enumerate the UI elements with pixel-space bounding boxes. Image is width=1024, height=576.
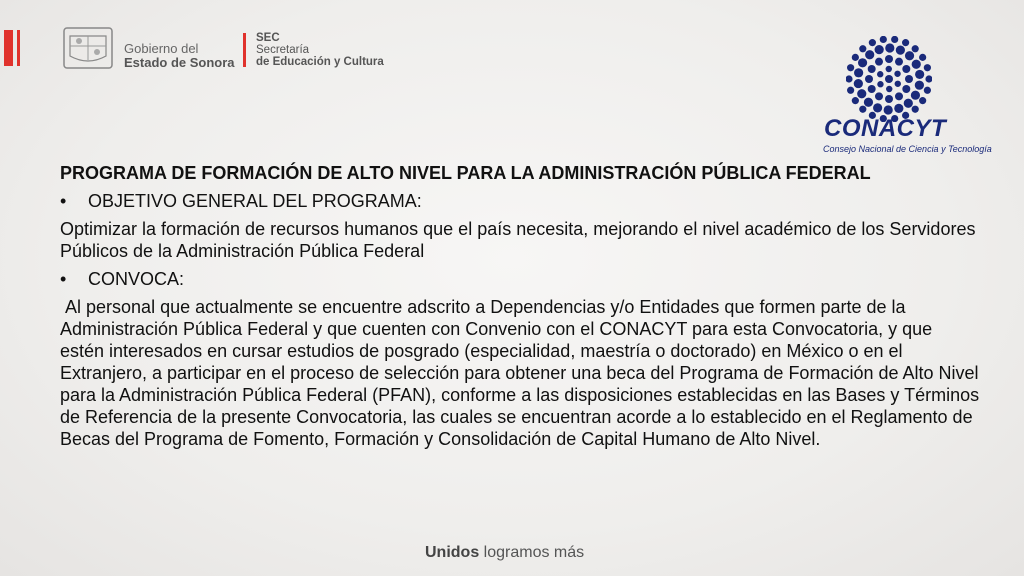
gov-sonora-label (124, 42, 235, 70)
conacyt-name: CONACYT (824, 115, 947, 142)
footer-rest: logramos más (483, 544, 585, 561)
bullet-convoca-label: CONVOCA: (88, 269, 185, 289)
sec-label (256, 32, 384, 68)
sec-line1: SEC (256, 32, 280, 44)
conacyt-dots-logo-icon (846, 36, 932, 122)
bullet-dot: • (60, 269, 67, 289)
bullet-objetivo (60, 190, 980, 212)
convoca-paragraph: Al personal que actualmente se encuentre adscrito a Dependencias y/o Entidades que formen parte de la Administración Pública Federal y que cuenten con Convenio con el CONACYT para esta Convocatoria, y que estén interesados en cursar estudios de posgrado (especialidad, maestría o doctorado) en México o en el Extranjero, a participar en el proceso de selección para obtener una beca del Programa de Formación de Alto Nivel para la Administración Pública Federal (PFAN), conforme a las disposiciones establecidas en las Bases y Términos de Referencia de la presente Convocatoria, las cuales se encuentran acorde a lo establecido en el Reglamento de Becas del Programa de Fomento, Formación y Consolidación de Capital Humano de Alto Nivel. (60, 297, 985, 449)
footer-slogan (425, 544, 584, 562)
sec-line3: de Educación y Cultura (256, 56, 384, 68)
slide-content (60, 162, 985, 456)
page-title: PROGRAMA DE FORMACIÓN DE ALTO NIVEL PARA LA ADMINISTRACIÓN PÚBLICA FEDERAL (60, 163, 871, 183)
bullet-convoca (60, 268, 980, 290)
gov-line1: Gobierno del (124, 41, 199, 56)
sonora-coat-of-arms-icon (62, 26, 114, 70)
bullet-objetivo-label: OBJETIVO GENERAL DEL PROGRAMA: (88, 191, 422, 211)
sec-line2: Secretaría (256, 44, 310, 56)
bullet-dot: • (60, 191, 67, 211)
conacyt-subtitle: Consejo Nacional de Ciencia y Tecnología (823, 144, 992, 154)
sec-divider (243, 33, 246, 67)
gov-line2: Estado de Sonora (124, 55, 235, 70)
footer-bold: Unidos (425, 544, 480, 561)
objective-paragraph: Optimizar la formación de recursos humanos que el país necesita, mejorando el nivel académico de los Servidores Públicos de la Administración Pública Federal (60, 219, 976, 261)
red-accent-bar (0, 30, 24, 66)
